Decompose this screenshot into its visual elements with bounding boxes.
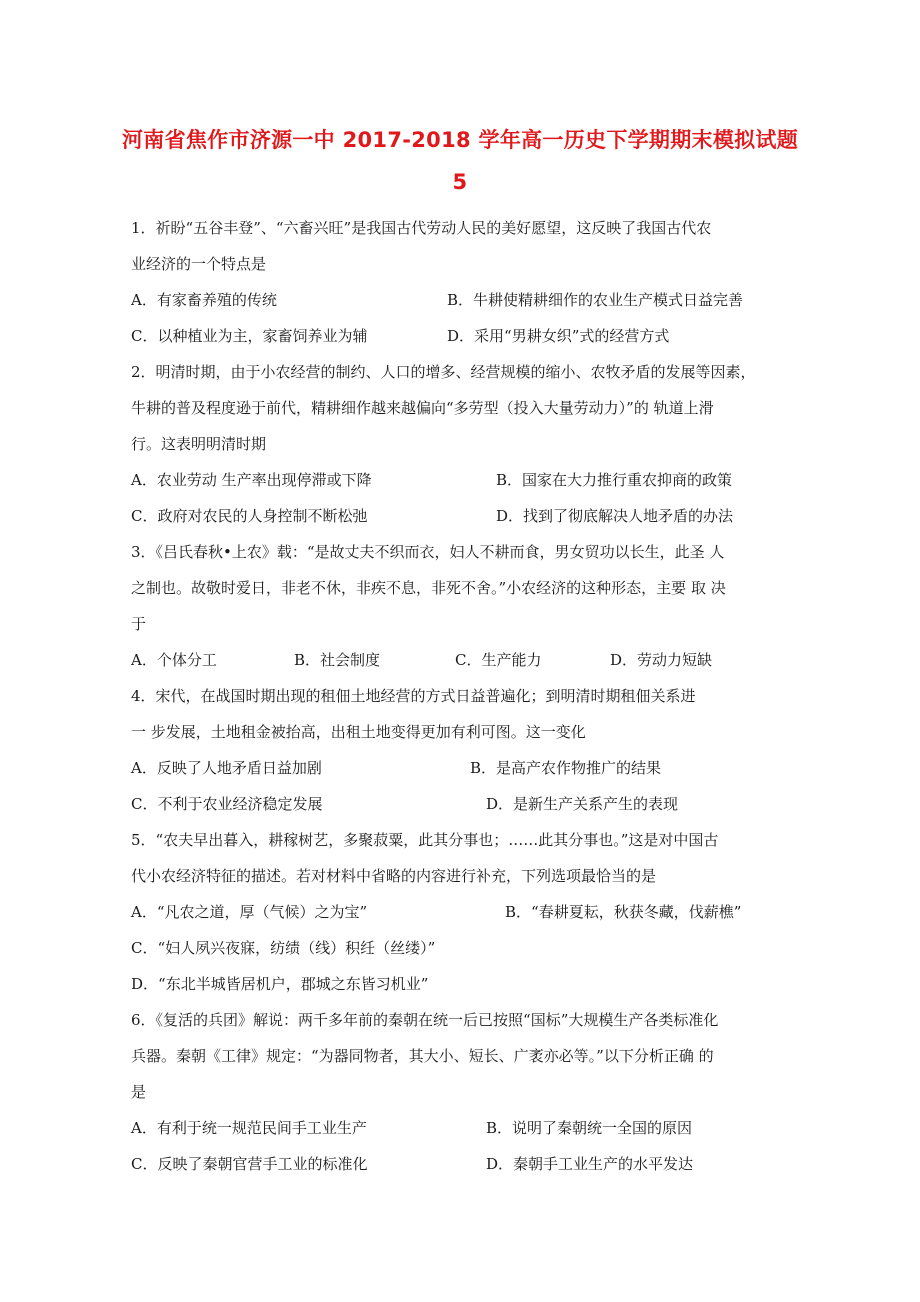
option-d: D．“东北半城皆居机户，郡城之东皆习机业”	[131, 975, 429, 993]
question-stem-line: 行。这表明明清时期	[131, 435, 267, 453]
option-a: A．有利于统一规范民间手工业生产	[131, 1119, 367, 1137]
question-stem-line: 业经济的一个特点是	[131, 255, 267, 273]
question-stem-line: 3．《吕氏春秋•上农》载：“是故丈夫不织而衣，妇人不耕而食，男女贸功以长生，此圣 人	[131, 543, 725, 561]
option-a: A．“凡农之道，厚（气候）之为宝”	[131, 903, 368, 921]
option-a: A．有家畜养殖的传统	[131, 291, 277, 309]
question-stem-line: 代小农经济特征的描述。若对材料中省略的内容进行补充，下列选项最恰当的是	[131, 867, 657, 885]
option-d: D．秦朝手工业生产的水平发达	[486, 1155, 694, 1173]
option-c: C．“妇人夙兴夜寐，纺绩（线）积纴（丝缕）”	[131, 939, 436, 957]
option-a: A．个体分工	[131, 651, 217, 669]
question-stem-line: 2．明清时期，由于小农经营的制约、人口的增多、经营规模的缩小、农牧矛盾的发展等因素，	[131, 363, 756, 381]
option-b: B．是高产农作物推广的结果	[470, 759, 662, 777]
option-b: B．“春耕夏耘，秋获冬藏，伐薪樵”	[505, 903, 742, 921]
question-stem-line: 1．祈盼“五谷丰登”、“六畜兴旺”是我国古代劳动人民的美好愿望，这反映了我国古代农	[131, 219, 712, 237]
question-stem-line: 一 步发展，土地租金被抬高，出租土地变得更加有利可图。这一变化	[131, 723, 586, 741]
option-c: C．以种植业为主，家畜饲养业为辅	[131, 327, 368, 345]
option-c: C．政府对农民的人身控制不断松弛	[131, 507, 368, 525]
option-b: B．社会制度	[294, 651, 381, 669]
question-stem-line: 牛耕的普及程度逊于前代，精耕细作越来越偏向“多劳型（投入大量劳动力）”的 轨道上滑	[131, 399, 714, 417]
question-stem-line: 于	[131, 615, 147, 633]
option-d: D．是新生产关系产生的表现	[486, 795, 679, 813]
exam-title: 河南省焦作市济源一中 2017-2018 学年高一历史下学期期末模拟试题	[121, 128, 799, 152]
question-stem-line: 4．宋代，在战国时期出现的租佃土地经营的方式日益普遍化；到明清时期租佃关系进	[131, 687, 696, 705]
question-stem-line: 5．“农夫早出暮入，耕稼树艺，多聚菽粟，此其分事也；……此其分事也。”这是对中国古	[131, 831, 719, 849]
option-b: B．说明了秦朝统一全国的原因	[486, 1119, 693, 1137]
option-c: C．生产能力	[455, 651, 542, 669]
option-b: B．国家在大力推行重农抑商的政策	[496, 471, 733, 489]
exam-title-number: 5	[452, 170, 468, 194]
question-stem-line: 6．《复活的兵团》解说：两千多年前的秦朝在统一后已按照“国标”大规模生产各类标准化	[131, 1011, 719, 1029]
option-a: A．反映了人地矛盾日益加剧	[131, 759, 322, 777]
question-stem-line: 之制也。故敬时爱日，非老不休，非疾不息，非死不舍。”小农经济的这种形态，主要 取 决	[131, 579, 726, 597]
option-d: D．采用“男耕女织”式的经营方式	[447, 327, 670, 345]
option-d: D．劳动力短缺	[610, 651, 713, 669]
option-d: D．找到了彻底解决人地矛盾的办法	[496, 507, 734, 525]
question-stem-line: 是	[131, 1083, 147, 1101]
option-a: A．农业劳动 生产率出现停滞或下降	[131, 471, 372, 489]
option-c: C．不利于农业经济稳定发展	[131, 795, 323, 813]
question-stem-line: 兵器。秦朝《工律》规定：“为器同物者，其大小、短长、广袤亦必等。”以下分析正确 的	[131, 1047, 714, 1065]
option-c: C．反映了秦朝官营手工业的标准化	[131, 1155, 368, 1173]
option-b: B．牛耕使精耕细作的农业生产模式日益完善	[447, 291, 744, 309]
